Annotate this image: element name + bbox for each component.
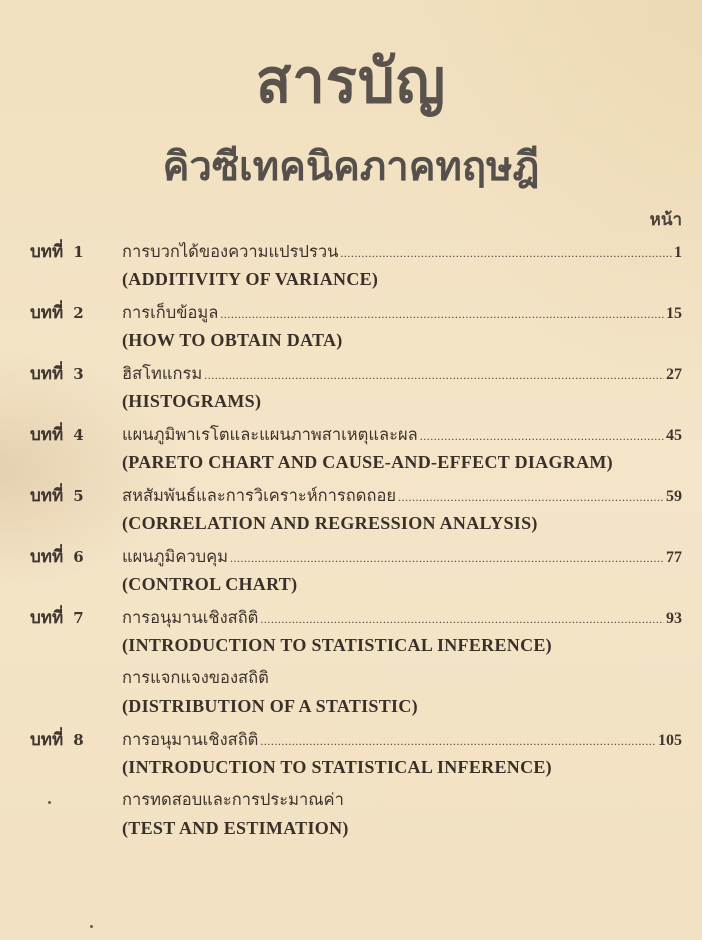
chapter-subtitle-en: (TEST AND ESTIMATION)	[122, 817, 349, 838]
chapter-title-en: (PARETO CHART AND CAUSE-AND-EFFECT DIAGRAM)	[122, 451, 613, 472]
page-number: 27	[666, 366, 682, 383]
chapter-title-th: สหสัมพันธ์และการวิเคราะห์การถดถอย	[122, 486, 397, 505]
page-number: 59	[666, 488, 682, 505]
toc-entry-chapter-8[interactable]	[30, 726, 682, 848]
dot-leader	[398, 490, 664, 505]
chapter-number: 3	[73, 365, 84, 383]
chapter-prefix: บทที่	[30, 242, 64, 262]
dot-leader	[204, 368, 664, 383]
page-number: 45	[666, 427, 682, 444]
chapter-label	[30, 726, 122, 753]
chapter-label	[30, 238, 122, 265]
chapter-number: 1	[73, 243, 84, 261]
toc-entry-chapter-5[interactable]	[30, 482, 682, 543]
chapter-title-en: (CORRELATION AND REGRESSION ANALYSIS)	[122, 512, 538, 533]
dot-leader	[220, 307, 664, 322]
chapter-label	[30, 421, 122, 448]
chapter-title-th: แผนภูมิพาเรโตและแผนภาพสาเหตุและผล	[122, 425, 418, 444]
toc-entry-chapter-2[interactable]	[30, 299, 682, 360]
chapter-subtitle-th: การแจกแจงของสถิติ	[122, 668, 269, 687]
chapter-title-th: แผนภูมิควบคุม	[122, 547, 229, 566]
chapter-title-th: การอนุมานเชิงสถิติ	[122, 730, 259, 749]
page-column-header: หน้า	[649, 210, 682, 230]
toc-entry-chapter-4[interactable]	[30, 421, 682, 482]
dot-leader	[260, 734, 656, 749]
chapter-title-th: ฮิสโทแกรม	[122, 364, 203, 383]
chapter-number: 2	[73, 304, 84, 322]
toc-entry-chapter-3[interactable]	[30, 360, 682, 421]
page-number: 77	[666, 549, 682, 566]
chapter-label	[30, 543, 122, 570]
chapter-label	[30, 482, 122, 509]
book-subtitle: คิวซีเทคนิคภาคทฤษฎี	[162, 144, 540, 190]
chapter-prefix: บทที่	[30, 425, 64, 445]
chapter-label	[30, 299, 122, 326]
paper-speck	[90, 925, 93, 928]
chapter-subtitle-th: การทดสอบและการประมาณค่า	[122, 790, 344, 809]
chapter-prefix: บทที่	[30, 608, 64, 628]
dot-leader	[260, 612, 664, 627]
toc-entry-chapter-1[interactable]	[30, 238, 682, 299]
page-number: 1	[674, 244, 682, 261]
dot-leader	[230, 551, 664, 566]
chapter-prefix: บทที่	[30, 303, 64, 323]
chapter-prefix: บทที่	[30, 486, 64, 506]
chapter-title-en: (CONTROL CHART)	[122, 573, 298, 594]
toc-entry-chapter-7[interactable]	[30, 604, 682, 726]
chapter-number: 6	[73, 548, 84, 566]
chapter-title-en: (HISTOGRAMS)	[122, 390, 262, 411]
chapter-title-th: การบวกได้ของความแปรปรวน	[122, 242, 339, 261]
page-number: 93	[666, 610, 682, 627]
chapter-title-th: การเก็บข้อมูล	[122, 303, 219, 322]
chapter-title-en: (HOW TO OBTAIN DATA)	[122, 329, 343, 350]
chapter-number: 8	[73, 731, 84, 749]
paper-speck	[48, 801, 51, 804]
chapter-title-th: การอนุมานเชิงสถิติ	[122, 608, 259, 627]
chapter-prefix: บทที่	[30, 547, 64, 567]
page-title: สารบัญ	[255, 45, 447, 117]
chapter-number: 7	[73, 609, 84, 627]
chapter-title-en: (INTRODUCTION TO STATISTICAL INFERENCE)	[122, 634, 552, 655]
chapter-subtitle-en: (DISTRIBUTION OF A STATISTIC)	[122, 695, 418, 716]
table-of-contents	[30, 238, 682, 848]
dot-leader	[340, 246, 672, 261]
toc-entry-chapter-6[interactable]	[30, 543, 682, 604]
dot-leader	[420, 429, 664, 444]
page-number: 15	[666, 305, 682, 322]
chapter-prefix: บทที่	[30, 730, 64, 750]
chapter-prefix: บทที่	[30, 364, 64, 384]
page-number: 105	[658, 732, 682, 749]
chapter-number: 4	[73, 426, 84, 444]
chapter-title-en: (INTRODUCTION TO STATISTICAL INFERENCE)	[122, 756, 552, 777]
chapter-number: 5	[73, 487, 84, 505]
chapter-label	[30, 604, 122, 631]
chapter-label	[30, 360, 122, 387]
chapter-title-en: (ADDITIVITY OF VARIANCE)	[122, 268, 379, 289]
